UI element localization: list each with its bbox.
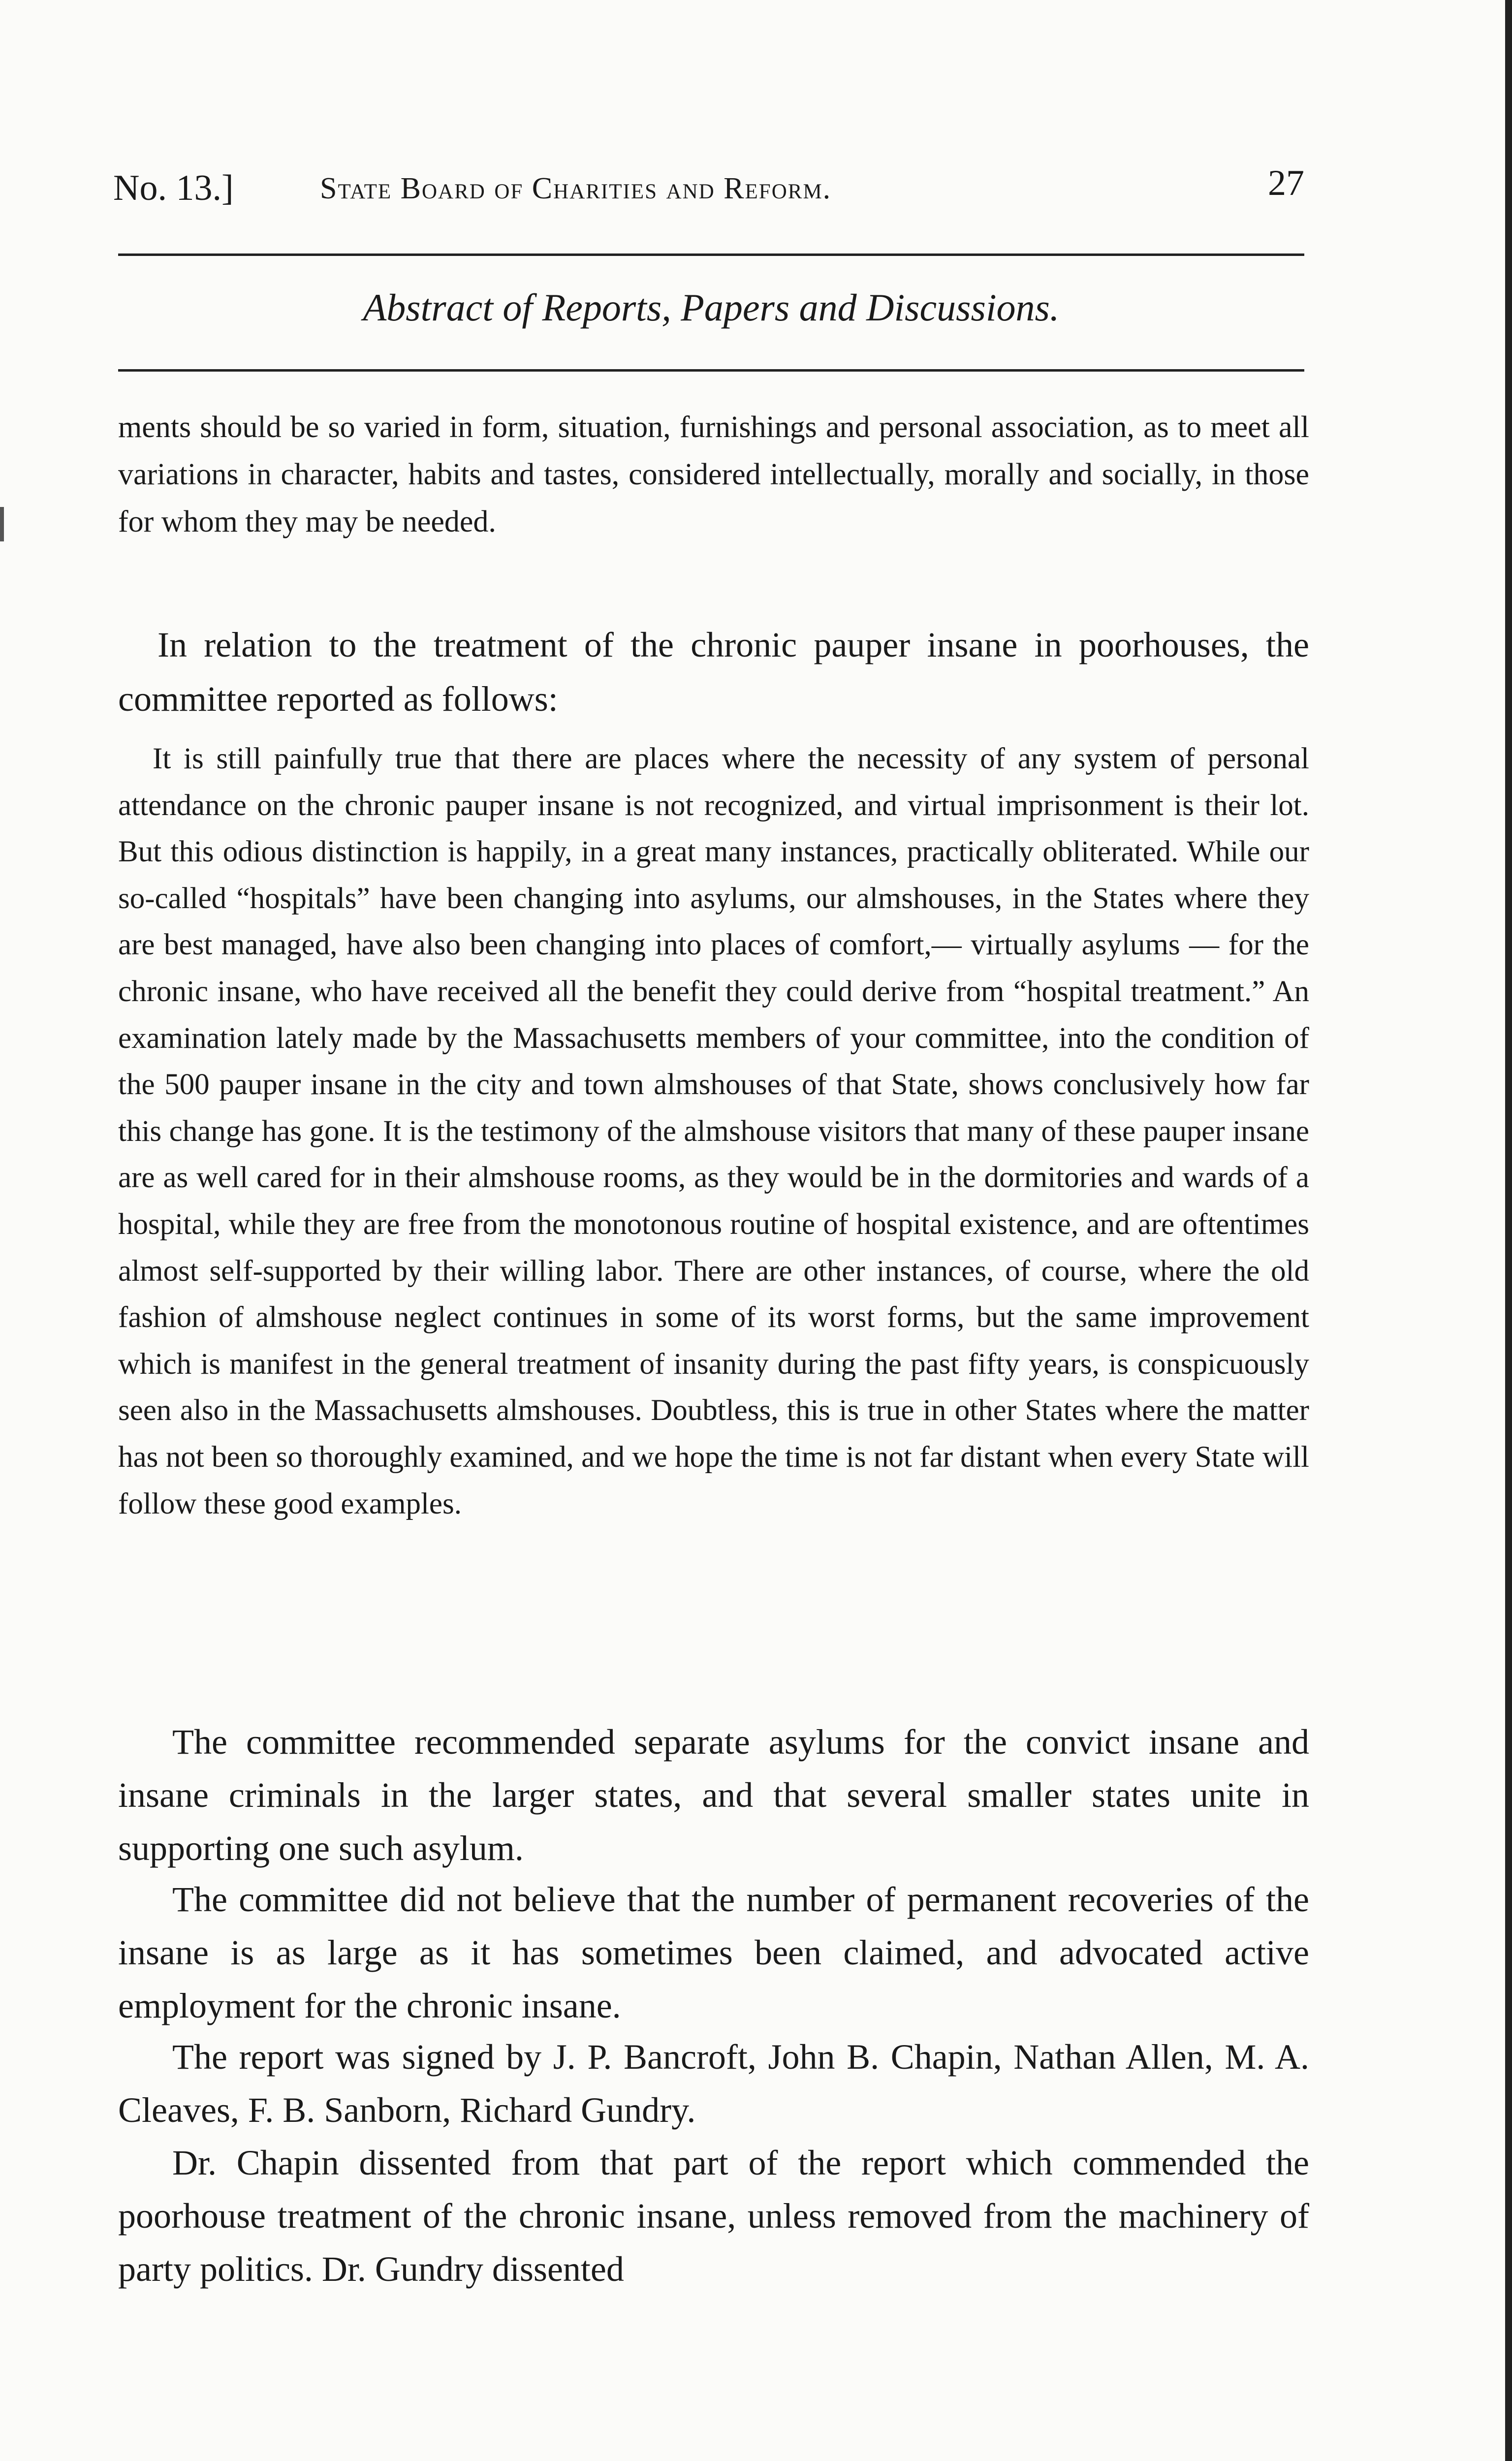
scan-mark bbox=[0, 507, 4, 541]
running-title: State Board of Charities and Reform. bbox=[320, 172, 832, 205]
paragraph-recommendation: The committee recommended separate asylums for the convict insane and insane criminals in the larger states, and that several smaller states unite in supporting one such asylum. bbox=[118, 1722, 1309, 1868]
scan-edge bbox=[1505, 0, 1512, 2461]
paragraph-continuation: ments should be so varied in form, situation, furnishings and personal association, as to meet all variations in character, habits and tastes, considered intellectually, morally and socially, in those for whom they may be needed. bbox=[118, 410, 1309, 538]
paragraph-signatories: The report was signed by J. P. Bancroft, John B. Chapin, Nathan Allen, M. A. Cleaves, F. B. Sanborn, Richard Gundry. bbox=[118, 2037, 1309, 2130]
paragraph-dissent: Dr. Chapin dissented from that part of the report which commended the poorhouse treatment of the chronic insane, unless removed from the machinery of party politics. Dr. Gundry dissented bbox=[118, 2143, 1309, 2289]
paragraph-recoveries: The committee did not believe that the number of permanent recoveries of the insane is as large as it has sometimes been claimed, and advocated active employment for the chronic insane. bbox=[118, 1880, 1309, 2025]
section-subtitle: Abstract of Reports, Papers and Discussions. bbox=[363, 286, 1060, 329]
quoted-report: It is still painfully true that there are places where the necessity of any system of personal attendance on the chronic pauper insane is not recognized, and virtual imprisonment is their lot. But this odious distinction is happily, in a great many instances, practically obliterated. While our so-called “hospitals” have been changing into asylums, our almshouses, in the States where they are best managed, have also been changing into places of comfort,— virtually asylums — for the chronic insane, who have received all the benefit they could derive from “hospital treatment.” An examination lately made by the Massachusetts members of your committee, into the condition of the 500 pauper insane in the city and town almshouses of that State, shows conclusively how far this change has gone. It is the testimony of the almshouse visitors that many of these pauper insane are as well cared for in their almshouse rooms, as they would be in the dormitories and wards of a hospital, while they are free from the monotonous routine of hospital existence, and are oftentimes almost self-supported by their willing labor. There are other instances, of course, where the old fashion of almshouse neglect continues in some of its worst forms, but the same improvement which is manifest in the general treatment of insanity during the past fifty years, is conspicuously seen also in the Massachusetts almshouses. Doubtless, this is true in other States where the matter has not been so thoroughly examined, and we hope the time is not far distant when every State will follow these good examples. bbox=[118, 742, 1309, 1520]
paragraph-relation: In relation to the treatment of the chronic pauper insane in poorhouses, the committee reported as follows: bbox=[118, 625, 1309, 719]
page-number: 27 bbox=[1268, 163, 1304, 203]
document-number: No. 13.] bbox=[113, 168, 234, 208]
header-rule bbox=[118, 253, 1304, 256]
running-header bbox=[113, 158, 1304, 212]
subtitle-rule bbox=[118, 369, 1304, 372]
